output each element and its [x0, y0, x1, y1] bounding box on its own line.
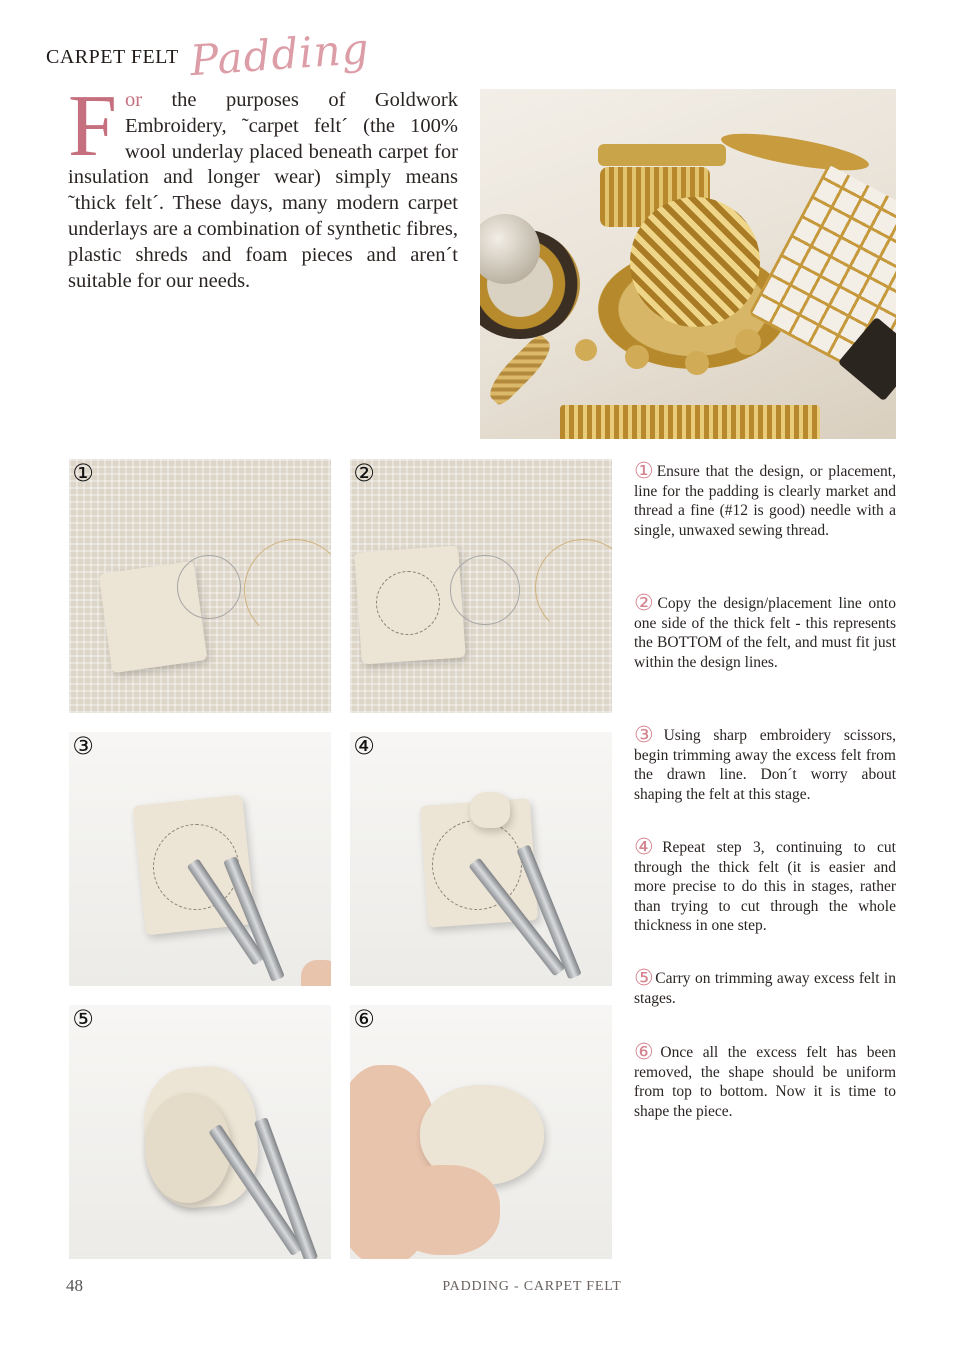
step-5-number: ⑤: [634, 966, 655, 991]
step-2-number: ②: [634, 591, 657, 616]
step-5-badge: ⑤: [72, 1005, 94, 1033]
intro-text: the purposes of Goldwork Embroidery, ˜carpet felt´ (the 100% wool underlay placed beneath carpet for insulation and longer wear) simply means ˜thick felt´. These days, many modern carpet underlays are a combination of synthetic fibres, plastic shreds and foam pieces and aren´t suitable for our needs.: [68, 89, 458, 292]
step-3-photo: [69, 732, 331, 986]
step-4-number: ④: [634, 835, 662, 860]
step-4-text: [634, 835, 896, 936]
step-6-photo: [350, 1005, 612, 1259]
step-4-badge: ④: [353, 732, 375, 760]
step-3-number: ③: [634, 723, 663, 748]
step-5-body: Carry on trimming away excess felt in stages.: [634, 970, 896, 1007]
step-3-badge: ③: [72, 732, 94, 760]
step-2-photo: [350, 459, 612, 713]
running-footer: PADDING - CARPET FELT: [442, 1279, 622, 1294]
step-3-text: [634, 723, 896, 804]
intro-paragraph: [68, 78, 458, 294]
step-4-photo: [350, 732, 612, 986]
step-6-text: [634, 1040, 896, 1121]
step-2-badge: ②: [353, 459, 375, 487]
step-3-body: Using sharp embroidery scissors, begin trimming away the excess felt from the drawn line. Don´t worry about shaping the felt at this stage.: [634, 727, 896, 803]
step-6-body: Once all the excess felt has been removed, the shape should be uniform from top to bottom. Now it is time to shape the piece.: [634, 1044, 896, 1120]
step-1-photo: [69, 459, 331, 713]
hero-goldwork-photo: [480, 89, 896, 439]
step-1-badge: ①: [72, 459, 94, 487]
step-6-number: ⑥: [634, 1040, 660, 1065]
step-5-photo: [69, 1005, 331, 1259]
step-2-text: [634, 591, 896, 672]
step-1-number: ①: [634, 459, 656, 484]
step-1-body: Ensure that the design, or placement, line for the padding is clearly market and thread a fine (#12 is good) needle with a single, unwaxed sewing thread.: [634, 463, 896, 539]
page-number: 48: [66, 1276, 83, 1295]
step-5-text: [634, 966, 896, 1008]
intro-lead: or: [124, 89, 143, 111]
page-title-script: Padding: [188, 23, 372, 86]
step-1-text: [634, 459, 896, 540]
page-title: CARPET FELT: [46, 46, 179, 68]
step-4-body: Repeat step 3, continuing to cut through the thick felt (it is easier and more precise to do this in stages, rather than trying to cut through the whole thickness in one step.: [634, 839, 896, 934]
drop-cap: F: [68, 78, 117, 175]
step-6-badge: ⑥: [353, 1005, 375, 1033]
step-2-body: Copy the design/placement line onto one side of the thick felt - this represents the BOTTOM of the felt, and must fit just within the design lines.: [634, 595, 896, 671]
